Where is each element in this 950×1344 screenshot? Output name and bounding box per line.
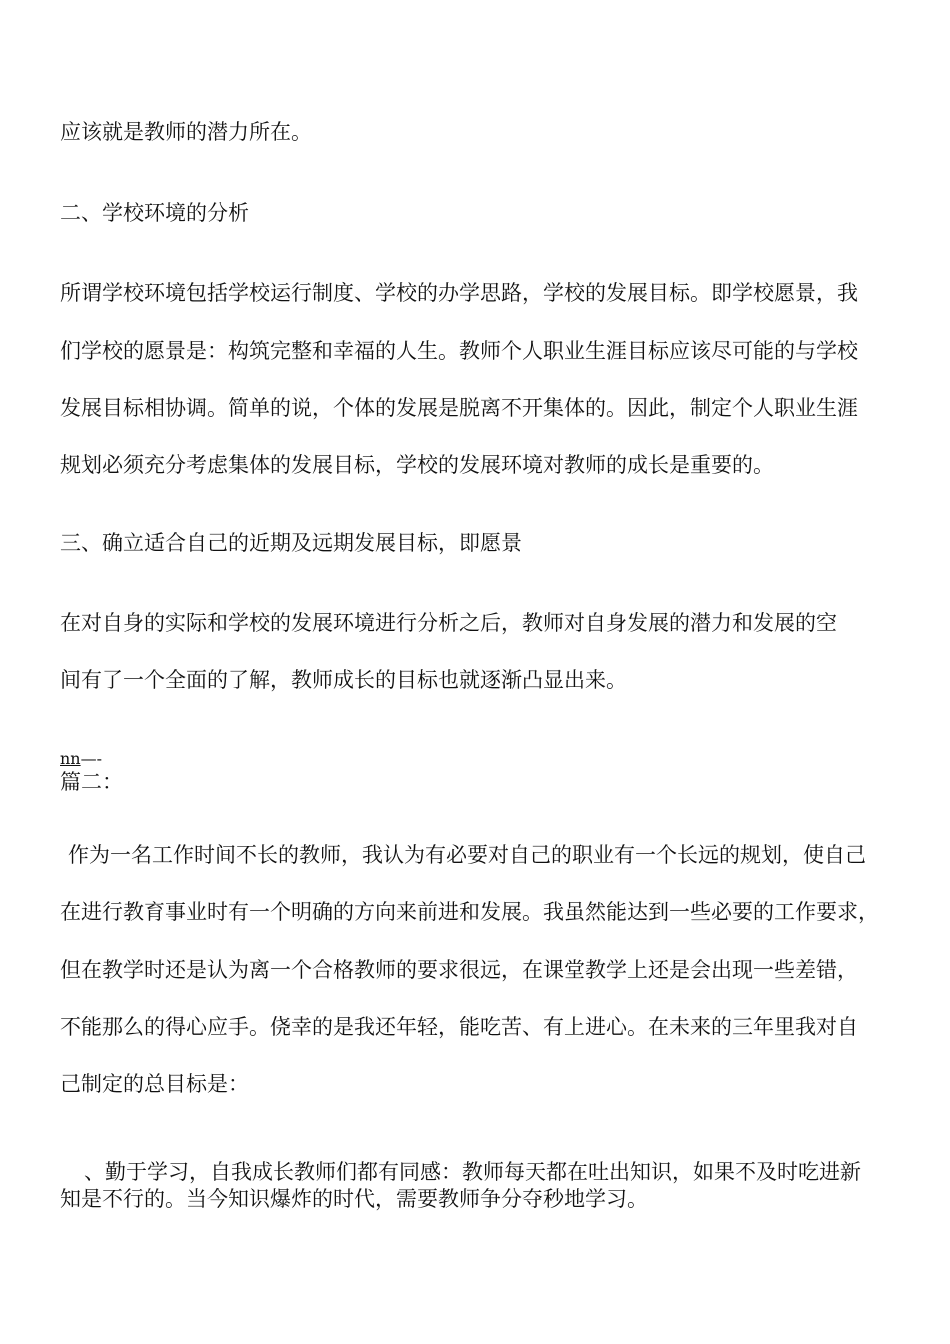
paragraph-line: 但在教学时还是认为离一个合格教师的要求很远，在课堂教学上还是会出现一些差错， [60,958,858,982]
section-heading-school-environment: 二、学校环境的分析 [60,201,249,225]
separator-dash: —- [80,749,103,768]
separator-mark-text: nn [60,749,81,768]
paragraph-line: 己制定的总目标是： [60,1072,249,1096]
paragraph-line: 不能那么的得心应手。侥幸的是我还年轻，能吃苦、有上进心。在未来的三年里我对自 [60,1015,858,1039]
paragraph-line: 们学校的愿景是：构筑完整和幸福的人生。教师个人职业生涯目标应该尽可能的与学校 [60,339,858,363]
paragraph-line: 所谓学校环境包括学校运行制度、学校的办学思路，学校的发展目标。即学校愿景，我 [60,281,858,305]
separator-mark [60,750,102,768]
paragraph-tail-line: 应该就是教师的潜力所在。 [60,120,312,144]
section-heading-goals: 三、确立适合自己的近期及远期发展目标，即愿景 [60,531,522,555]
paragraph-line: 规划必须充分考虑集体的发展目标，学校的发展环境对教师的成长是重要的。 [60,453,774,477]
paragraph-line: 发展目标相协调。简单的说，个体的发展是脱离不开集体的。因此，制定个人职业生涯 [60,396,858,420]
paragraph-line: 在对自身的实际和学校的发展环境进行分析之后，教师对自身发展的潜力和发展的空 [60,611,837,635]
paragraph-line: 间有了一个全面的了解，教师成长的目标也就逐渐凸显出来。 [60,668,627,692]
paragraph-line: 作为一名工作时间不长的教师，我认为有必要对自己的职业有一个长远的规划，使自己 [68,843,866,867]
part-title: 篇二： [60,770,123,794]
paragraph-line: 在进行教育事业时有一个明确的方向来前进和发展。我虽然能达到一些必要的工作要求， [60,900,879,924]
list-item-line: 、勤于学习，自我成长教师们都有同感：教师每天都在吐出知识，如果不及时吃进新 [84,1160,861,1184]
list-item-line: 知是不行的。当今知识爆炸的时代，需要教师争分夺秒地学习。 [60,1187,648,1211]
